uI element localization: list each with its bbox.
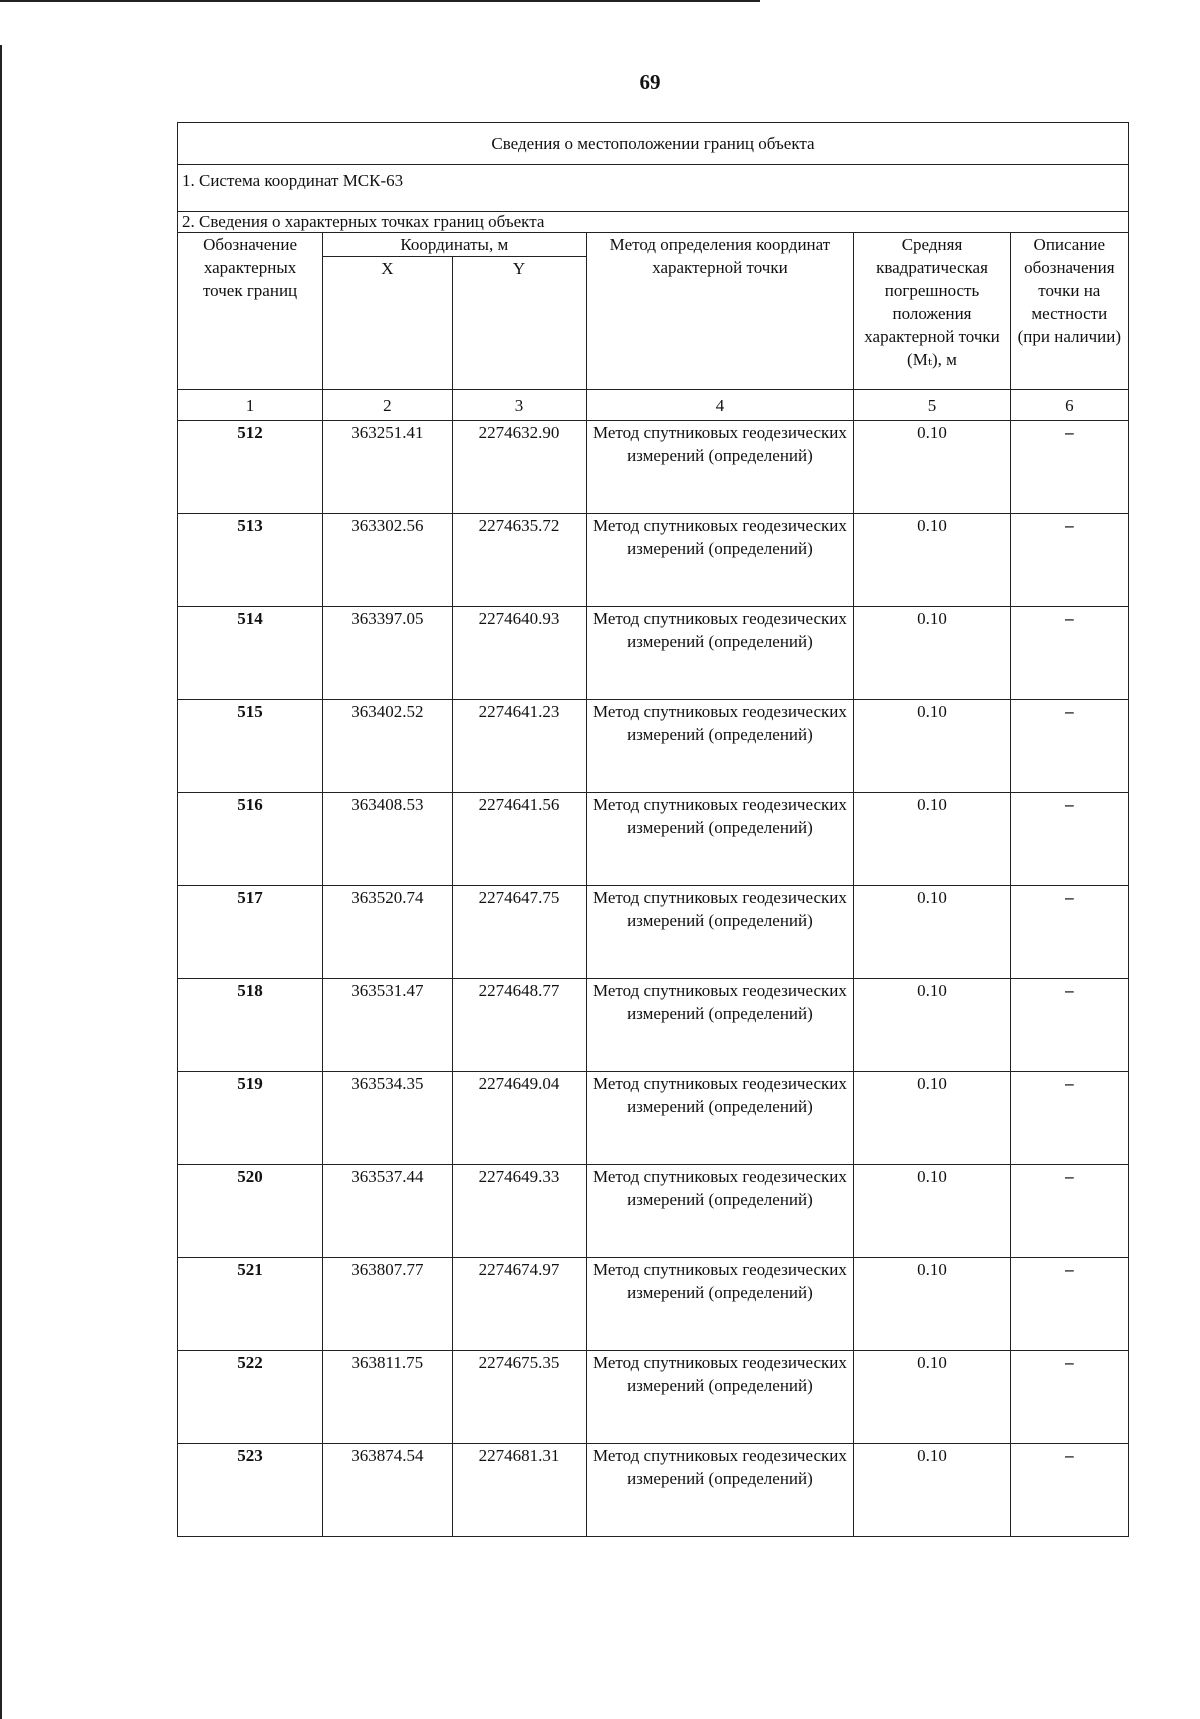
method-cell: Метод спутниковых геодезических измерений (определений) bbox=[586, 421, 854, 514]
description-cell: – bbox=[1010, 1072, 1128, 1165]
method-cell: Метод спутниковых геодезических измерений (определений) bbox=[586, 1072, 854, 1165]
coordinate-system-row bbox=[178, 165, 1129, 212]
table-row bbox=[178, 514, 1129, 607]
method-cell: Метод спутниковых геодезических измерений (определений) bbox=[586, 1258, 854, 1351]
x-coordinate-cell: 363531.47 bbox=[323, 979, 452, 1072]
description-cell: – bbox=[1010, 1258, 1128, 1351]
header-description: Описание обозначения точки на местности (при наличии) bbox=[1010, 233, 1128, 390]
column-number: 5 bbox=[854, 390, 1010, 421]
y-coordinate-cell: 2274649.04 bbox=[452, 1072, 586, 1165]
error-cell: 0.10 bbox=[854, 607, 1010, 700]
column-number-row bbox=[178, 390, 1129, 421]
error-cell: 0.10 bbox=[854, 979, 1010, 1072]
y-coordinate-cell: 2274674.97 bbox=[452, 1258, 586, 1351]
point-number-cell: 521 bbox=[178, 1258, 323, 1351]
method-cell: Метод спутниковых геодезических измерений (определений) bbox=[586, 700, 854, 793]
x-coordinate-cell: 363534.35 bbox=[323, 1072, 452, 1165]
y-coordinate-cell: 2274675.35 bbox=[452, 1351, 586, 1444]
method-cell: Метод спутниковых геодезических измерений (определений) bbox=[586, 793, 854, 886]
page-number: 69 bbox=[639, 70, 661, 94]
header-point-designation: Обозначение характерных точек границ bbox=[178, 233, 323, 390]
description-cell: – bbox=[1010, 1351, 1128, 1444]
table-row bbox=[178, 1258, 1129, 1351]
column-number: 4 bbox=[586, 390, 854, 421]
method-cell: Метод спутниковых геодезических измерений (определений) bbox=[586, 1444, 854, 1537]
description-cell: – bbox=[1010, 886, 1128, 979]
x-coordinate-cell: 363811.75 bbox=[323, 1351, 452, 1444]
table-caption: Сведения о местоположении границ объекта bbox=[178, 123, 1129, 165]
error-cell: 0.10 bbox=[854, 514, 1010, 607]
description-cell: – bbox=[1010, 607, 1128, 700]
scan-edge-top bbox=[0, 0, 760, 4]
section-title-row bbox=[178, 212, 1129, 233]
method-cell: Метод спутниковых геодезических измерений (определений) bbox=[586, 607, 854, 700]
x-coordinate-cell: 363874.54 bbox=[323, 1444, 452, 1537]
y-coordinate-cell: 2274640.93 bbox=[452, 607, 586, 700]
x-coordinate-cell: 363408.53 bbox=[323, 793, 452, 886]
column-number: 6 bbox=[1010, 390, 1128, 421]
error-cell: 0.10 bbox=[854, 1258, 1010, 1351]
error-cell: 0.10 bbox=[854, 1072, 1010, 1165]
column-number: 3 bbox=[452, 390, 586, 421]
coordinate-system: 1. Система координат МСК-63 bbox=[178, 165, 1129, 212]
header-method: Метод определения координат характерной точки bbox=[586, 233, 854, 390]
y-coordinate-cell: 2274648.77 bbox=[452, 979, 586, 1072]
header-row bbox=[178, 233, 1129, 257]
header-x: X bbox=[323, 257, 452, 390]
scan-edge-left bbox=[0, 45, 2, 1719]
y-coordinate-cell: 2274641.56 bbox=[452, 793, 586, 886]
table-row bbox=[178, 1072, 1129, 1165]
x-coordinate-cell: 363807.77 bbox=[323, 1258, 452, 1351]
method-cell: Метод спутниковых геодезических измерений (определений) bbox=[586, 514, 854, 607]
point-number-cell: 518 bbox=[178, 979, 323, 1072]
description-cell: – bbox=[1010, 1165, 1128, 1258]
x-coordinate-cell: 363402.52 bbox=[323, 700, 452, 793]
error-cell: 0.10 bbox=[854, 421, 1010, 514]
description-cell: – bbox=[1010, 421, 1128, 514]
description-cell: – bbox=[1010, 793, 1128, 886]
point-number-cell: 523 bbox=[178, 1444, 323, 1537]
boundary-table-wrapper bbox=[177, 122, 1129, 1537]
description-cell: – bbox=[1010, 700, 1128, 793]
method-cell: Метод спутниковых геодезических измерений (определений) bbox=[586, 886, 854, 979]
y-coordinate-cell: 2274649.33 bbox=[452, 1165, 586, 1258]
point-number-cell: 522 bbox=[178, 1351, 323, 1444]
x-coordinate-cell: 363251.41 bbox=[323, 421, 452, 514]
x-coordinate-cell: 363520.74 bbox=[323, 886, 452, 979]
error-cell: 0.10 bbox=[854, 1165, 1010, 1258]
header-coordinates: Координаты, м bbox=[323, 233, 586, 257]
method-cell: Метод спутниковых геодезических измерений (определений) bbox=[586, 1165, 854, 1258]
section-title: 2. Сведения о характерных точках границ объекта bbox=[178, 212, 1129, 233]
error-cell: 0.10 bbox=[854, 1444, 1010, 1537]
header-y: Y bbox=[452, 257, 586, 390]
y-coordinate-cell: 2274681.31 bbox=[452, 1444, 586, 1537]
error-cell: 0.10 bbox=[854, 700, 1010, 793]
x-coordinate-cell: 363302.56 bbox=[323, 514, 452, 607]
point-number-cell: 519 bbox=[178, 1072, 323, 1165]
y-coordinate-cell: 2274632.90 bbox=[452, 421, 586, 514]
point-number-cell: 520 bbox=[178, 1165, 323, 1258]
y-coordinate-cell: 2274641.23 bbox=[452, 700, 586, 793]
column-number: 1 bbox=[178, 390, 323, 421]
point-number-cell: 514 bbox=[178, 607, 323, 700]
table-row bbox=[178, 979, 1129, 1072]
method-cell: Метод спутниковых геодезических измерений (определений) bbox=[586, 1351, 854, 1444]
y-coordinate-cell: 2274635.72 bbox=[452, 514, 586, 607]
point-number-cell: 513 bbox=[178, 514, 323, 607]
table-row bbox=[178, 421, 1129, 514]
error-cell: 0.10 bbox=[854, 886, 1010, 979]
table-row bbox=[178, 1351, 1129, 1444]
column-number: 2 bbox=[323, 390, 452, 421]
x-coordinate-cell: 363537.44 bbox=[323, 1165, 452, 1258]
table-row bbox=[178, 1165, 1129, 1258]
x-coordinate-cell: 363397.05 bbox=[323, 607, 452, 700]
boundary-points-table bbox=[177, 122, 1129, 1537]
table-caption-row bbox=[178, 123, 1129, 165]
point-number-cell: 517 bbox=[178, 886, 323, 979]
error-cell: 0.10 bbox=[854, 793, 1010, 886]
description-cell: – bbox=[1010, 979, 1128, 1072]
method-cell: Метод спутниковых геодезических измерений (определений) bbox=[586, 979, 854, 1072]
table-row bbox=[178, 793, 1129, 886]
y-coordinate-cell: 2274647.75 bbox=[452, 886, 586, 979]
table-row bbox=[178, 1444, 1129, 1537]
description-cell: – bbox=[1010, 514, 1128, 607]
header-error: Средняя квадратическая погрешность положения характерной точки (Mₜ), м bbox=[854, 233, 1010, 390]
table-row bbox=[178, 607, 1129, 700]
description-cell: – bbox=[1010, 1444, 1128, 1537]
point-number-cell: 516 bbox=[178, 793, 323, 886]
point-number-cell: 512 bbox=[178, 421, 323, 514]
error-cell: 0.10 bbox=[854, 1351, 1010, 1444]
point-number-cell: 515 bbox=[178, 700, 323, 793]
table-row bbox=[178, 886, 1129, 979]
table-row bbox=[178, 700, 1129, 793]
